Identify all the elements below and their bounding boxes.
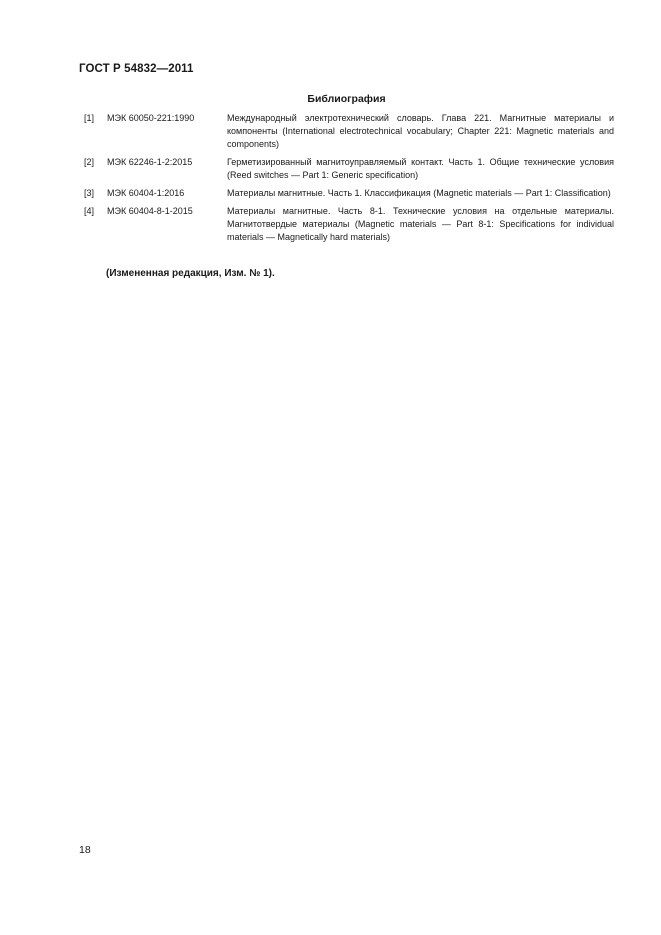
bibliography-title: Библиография — [307, 93, 386, 105]
bibliography-entry — [84, 205, 614, 244]
entry-title: Материалы магнитные. Часть 8-1. Технические условия на отдельные материалы. Магнитотвердые материалы (Magnetic materials — Part 8-1: Specifications for individual materials — Magnetically hard materials) — [227, 206, 614, 242]
entry-title: Герметизированный магнитоуправляемый контакт. Часть 1. Общие технические условия (Reed switches — Part 1: Generic specification) — [227, 157, 614, 180]
entry-standard: МЭК 60050-221:1990 — [107, 113, 195, 123]
bibliography-entry — [84, 156, 614, 182]
entry-number: [4] — [84, 206, 95, 216]
entry-standard: МЭК 60404-8-1-2015 — [107, 206, 193, 216]
bibliography-entry — [84, 112, 614, 151]
amendment-note: (Измененная редакция, Изм. № 1). — [106, 268, 275, 279]
document-header: ГОСТ Р 54832—2011 — [79, 63, 194, 75]
bibliography-entry — [84, 187, 614, 200]
entry-number: [3] — [84, 188, 95, 198]
entry-title: Материалы магнитные. Часть 1. Классификация (Magnetic materials — Part 1: Classification) — [227, 188, 611, 198]
entry-number: [1] — [84, 113, 95, 123]
entry-standard: МЭК 62246-1-2:2015 — [107, 157, 193, 167]
entry-title: Международный электротехнический словарь. Глава 221. Магнитные материалы и компоненты (International electrotechnical vocabulary; Chapter 221: Magnetic materials and components) — [227, 113, 614, 149]
bibliography-list — [84, 112, 614, 249]
entry-number: [2] — [84, 157, 95, 167]
entry-standard: МЭК 60404-1:2016 — [107, 188, 185, 198]
page-number: 18 — [79, 844, 91, 856]
